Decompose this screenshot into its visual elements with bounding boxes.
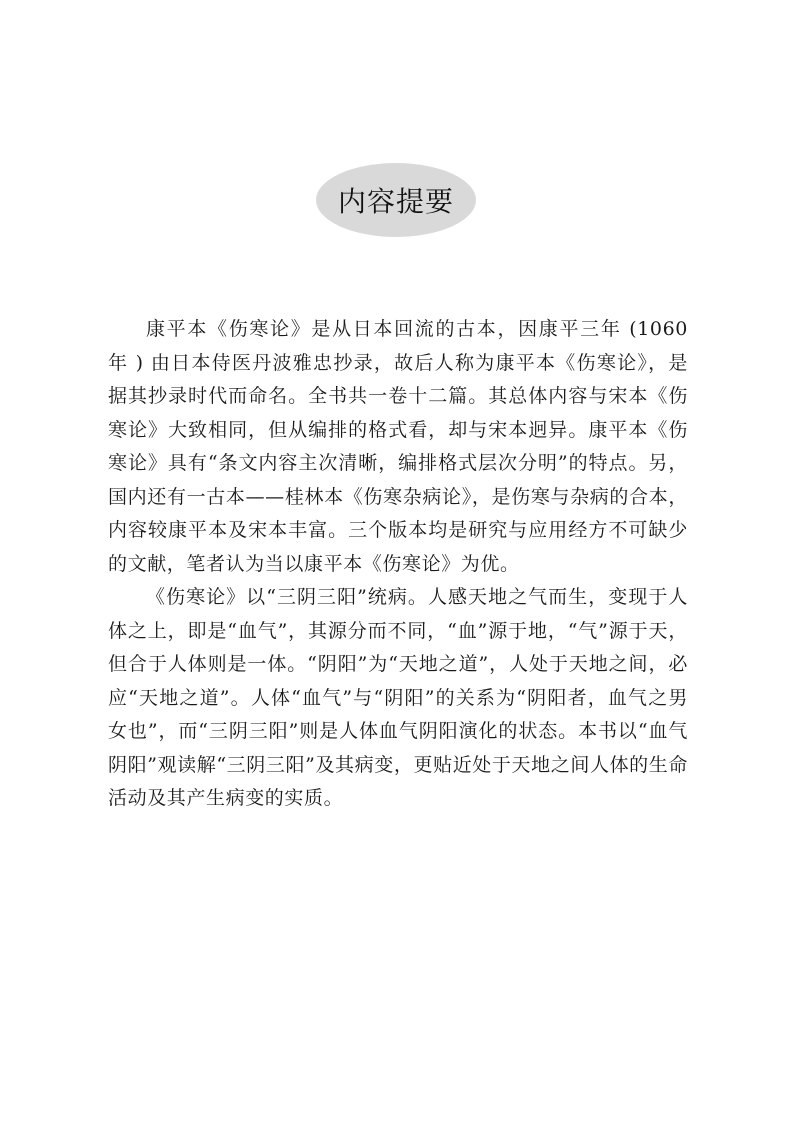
paragraph-1: 康平本《伤寒论》是从日本回流的古本，因康平三年 (1060 年 ) 由日本侍医丹波雅忠抄录，故后人称为康平本《伤寒论》，是据其抄录时代而命名。全书共一卷十二篇。其总体内容与宋本《伤寒论》大致相同，但从编排的格式看，却与宋本迥异。康平本《伤寒论》具有“条文内容主次清晰，编排格式层次分明”的特点。另，国内还有一古本——桂林本《伤寒杂病论》，是伤寒与杂病的合本，内容较康平本及宋本丰富。三个版本均是研究与应用经方不可缺少的文献，笔者认为当以康平本《伤寒论》为优。 (108, 318, 688, 575)
page-title: 内容提要 (337, 185, 454, 218)
summary-body (108, 313, 688, 816)
paragraph-2: 《伤寒论》以“三阴三阳”统病。人感天地之气而生，变现于人体之上，即是“血气”，其源分而不同，“血”源于地，“气”源于天，但合于人体则是一体。“阴阳”为“天地之道”，人处于天地之间，必应“天地之道”。人体“血气”与“阴阳”的关系为“阴阳者，血气之男女也”，而“三阴三阳”则是人体血气阴阳演化的状态。本书以“血气阴阳”观读解“三阴三阳”及其病变，更贴近处于天地之间人体的生命活动及其产生病变的实质。 (108, 586, 688, 809)
title-badge (316, 163, 476, 237)
